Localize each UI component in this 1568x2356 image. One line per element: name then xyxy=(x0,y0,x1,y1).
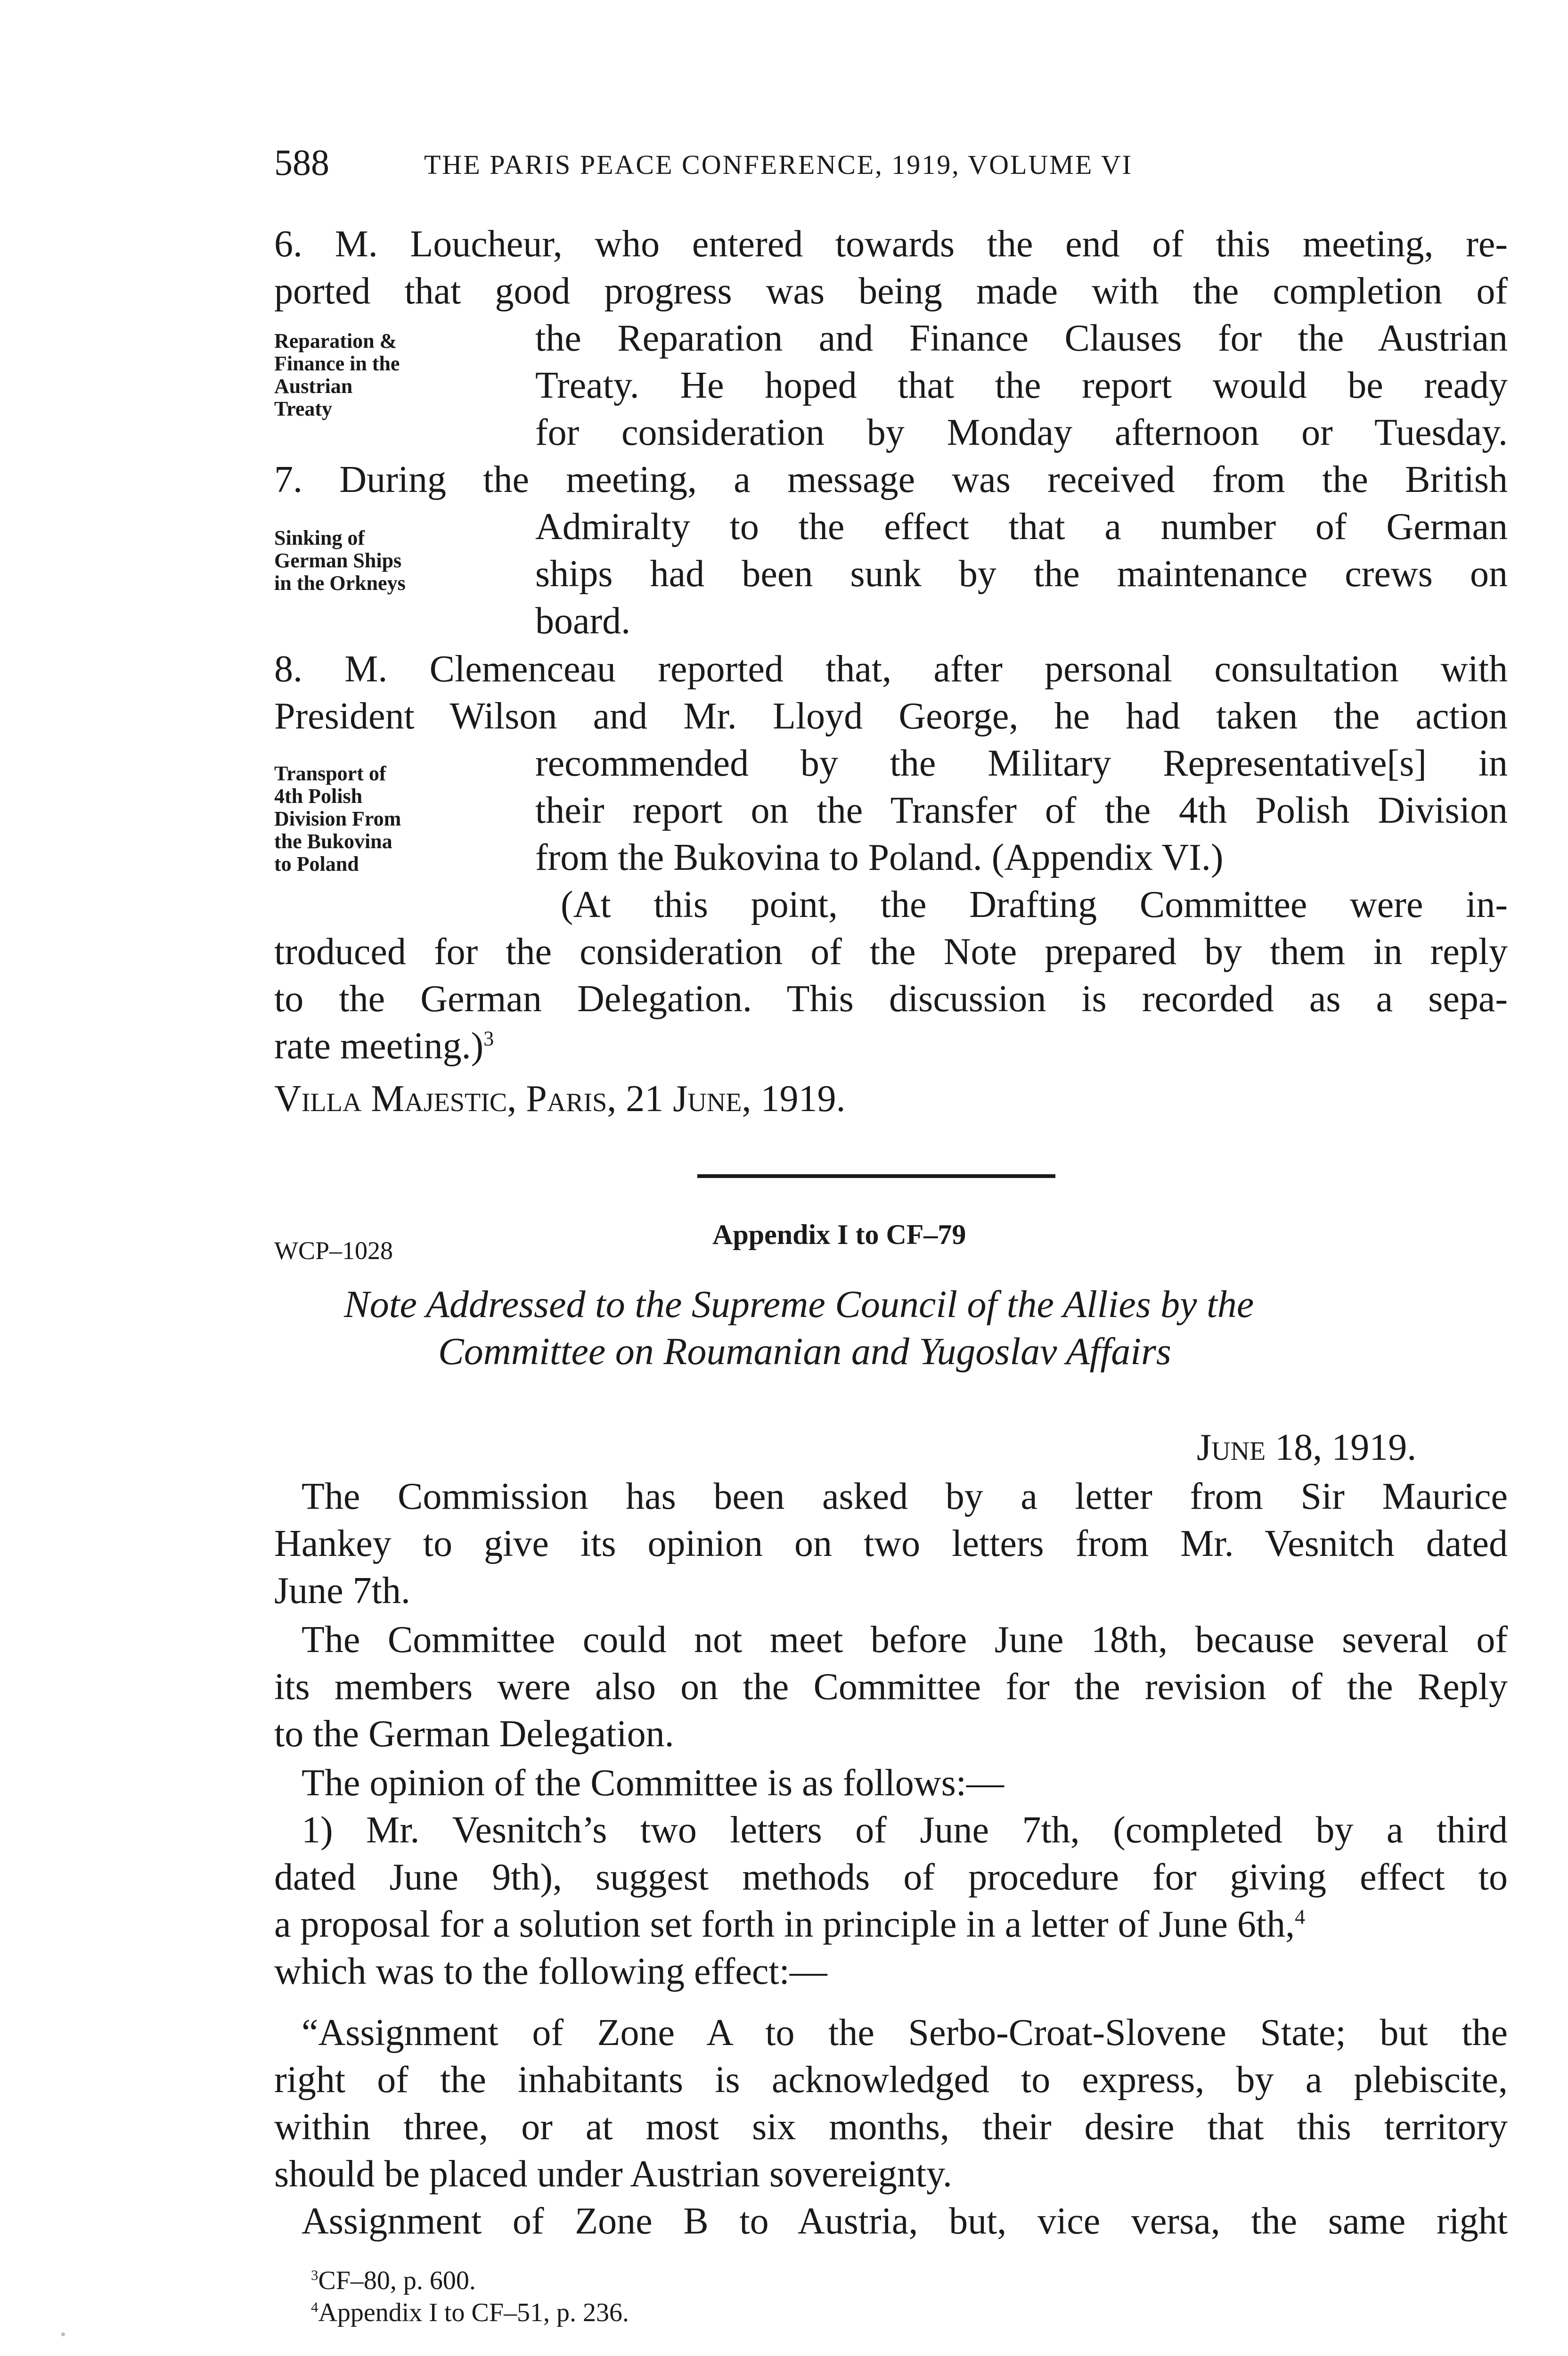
appendix-heading: Appendix I to CF–79 xyxy=(712,1219,966,1250)
sidenote-line: in the Orkneys xyxy=(274,572,406,595)
item8-line-6: (At this point, the Drafting Committee were in- xyxy=(561,884,1508,925)
para4-line-3 xyxy=(274,1901,1508,1948)
item7-line-3: ships had been sunk by the maintenance crews on xyxy=(535,553,1508,595)
footnote-number: 3 xyxy=(311,2267,318,2283)
item6-line-1: 6. M. Loucheur, who entered towards the end of this meeting, re- xyxy=(274,223,1508,265)
item6-line-2: ported that good progress was being made with the completion of xyxy=(274,270,1508,312)
item8-line-9-text: rate meeting.) xyxy=(274,1025,484,1067)
sidenote-line: the Bukovina xyxy=(274,830,392,853)
scan-speck xyxy=(61,2332,65,2336)
item8-line-8: to the German Delegation. This discussion is recorded as a sepa- xyxy=(274,978,1508,1020)
item8-line-2: President Wilson and Mr. Lloyd George, he had taken the action xyxy=(274,695,1508,737)
item8-line-4: their report on the Transfer of the 4th Polish Division xyxy=(535,790,1508,831)
sidenote-line: Transport of xyxy=(274,762,386,785)
section-divider xyxy=(697,1174,1055,1178)
sidenote-line: Reparation & xyxy=(274,329,397,352)
para1-line-2: Hankey to give its opinion on two letters from Mr. Vesnitch dated xyxy=(274,1523,1508,1564)
item6-line-5: for consideration by Monday afternoon or Tuesday. xyxy=(535,412,1508,453)
item8-line-9 xyxy=(274,1023,494,1070)
para2-line-2: its members were also on the Committee for the revision of the Reply xyxy=(274,1666,1508,1708)
para3-line-1: The opinion of the Committee is as follows:— xyxy=(302,1762,1004,1804)
sidenote-transport xyxy=(274,762,401,875)
sidenote-line: Division From xyxy=(274,807,401,830)
footnote-text: CF–80, p. 600. xyxy=(318,2266,476,2295)
item7-line-2: Admiralty to the effect that a number of German xyxy=(535,506,1508,548)
footnote-text: Appendix I to CF–51, p. 236. xyxy=(318,2298,629,2327)
sidenote-line: Finance in the xyxy=(274,352,400,375)
item7-line-4: board. xyxy=(535,600,631,642)
quote-line-1: “Assignment of Zone A to the Serbo-Croat-Slovene State; but the xyxy=(302,2012,1508,2053)
sidenote-line: 4th Polish xyxy=(274,785,363,808)
para4-line-2: dated June 9th), suggest methods of procedure for giving effect to xyxy=(274,1857,1508,1898)
para4-line-4: which was to the following effect:— xyxy=(274,1951,827,1992)
item8-line-7: troduced for the consideration of the Note prepared by them in reply xyxy=(274,931,1508,973)
sidenote-line: Austrian xyxy=(274,375,353,398)
sidenote-line: Treaty xyxy=(274,397,332,420)
para2-line-3: to the German Delegation. xyxy=(274,1713,674,1755)
footnote-ref-4: 4 xyxy=(1295,1905,1306,1929)
quote-line-5: Assignment of Zone B to Austria, but, vice versa, the same right xyxy=(302,2201,1508,2242)
item8-line-3: recommended by the Military Representative[s] in xyxy=(535,743,1508,784)
page-number: 588 xyxy=(274,142,329,183)
quote-line-2: right of the inhabitants is acknowledged to express, by a plebiscite, xyxy=(274,2059,1508,2101)
sidenote-line: to Poland xyxy=(274,852,359,875)
item6-line-3: the Reparation and Finance Clauses for the Austrian xyxy=(535,318,1508,359)
sidenote-sinking xyxy=(274,527,406,595)
document-id: WCP–1028 xyxy=(274,1236,393,1265)
sidenote-line: German Ships xyxy=(274,549,402,572)
item7-line-1: 7. During the meeting, a message was received from the British xyxy=(274,459,1508,500)
sidenote-line: Sinking of xyxy=(274,526,365,549)
para1-line-1: The Commission has been asked by a letter from Sir Maurice xyxy=(302,1476,1508,1517)
running-title: THE PARIS PEACE CONFERENCE, 1919, VOLUME VI xyxy=(424,149,1133,180)
footnote-ref-3: 3 xyxy=(483,1027,494,1050)
quote-line-4: should be placed under Austrian sovereignty. xyxy=(274,2153,952,2195)
sidenote-reparation xyxy=(274,330,400,420)
place-date: Villa Majestic, Paris, 21 June, 1919. xyxy=(274,1078,846,1120)
appendix-title-line-1: Note Addressed to the Supreme Council of the Allies by the xyxy=(344,1283,1254,1325)
para2-line-1: The Committee could not meet before June 18th, because several of xyxy=(302,1619,1508,1661)
appendix-date: June 18, 1919. xyxy=(1197,1427,1417,1468)
item8-line-1: 8. M. Clemenceau reported that, after personal consultation with xyxy=(274,648,1508,690)
footnote-number: 4 xyxy=(311,2299,318,2315)
para4-line-1: 1) Mr. Vesnitch’s two letters of June 7th, (completed by a third xyxy=(302,1809,1508,1851)
appendix-title-line-2: Committee on Roumanian and Yugoslav Affairs xyxy=(438,1330,1171,1373)
para4-line-3-text: a proposal for a solution set forth in principle in a letter of June 6th, xyxy=(274,1904,1295,1945)
item8-line-5: from the Bukovina to Poland. (Appendix VI.) xyxy=(535,837,1224,878)
quote-line-3: within three, or at most six months, their desire that this territory xyxy=(274,2106,1508,2148)
item6-line-4: Treaty. He hoped that the report would be ready xyxy=(535,365,1508,406)
footnote-3 xyxy=(311,2266,476,2296)
para1-line-3: June 7th. xyxy=(274,1570,410,1612)
footnote-4 xyxy=(311,2298,629,2328)
